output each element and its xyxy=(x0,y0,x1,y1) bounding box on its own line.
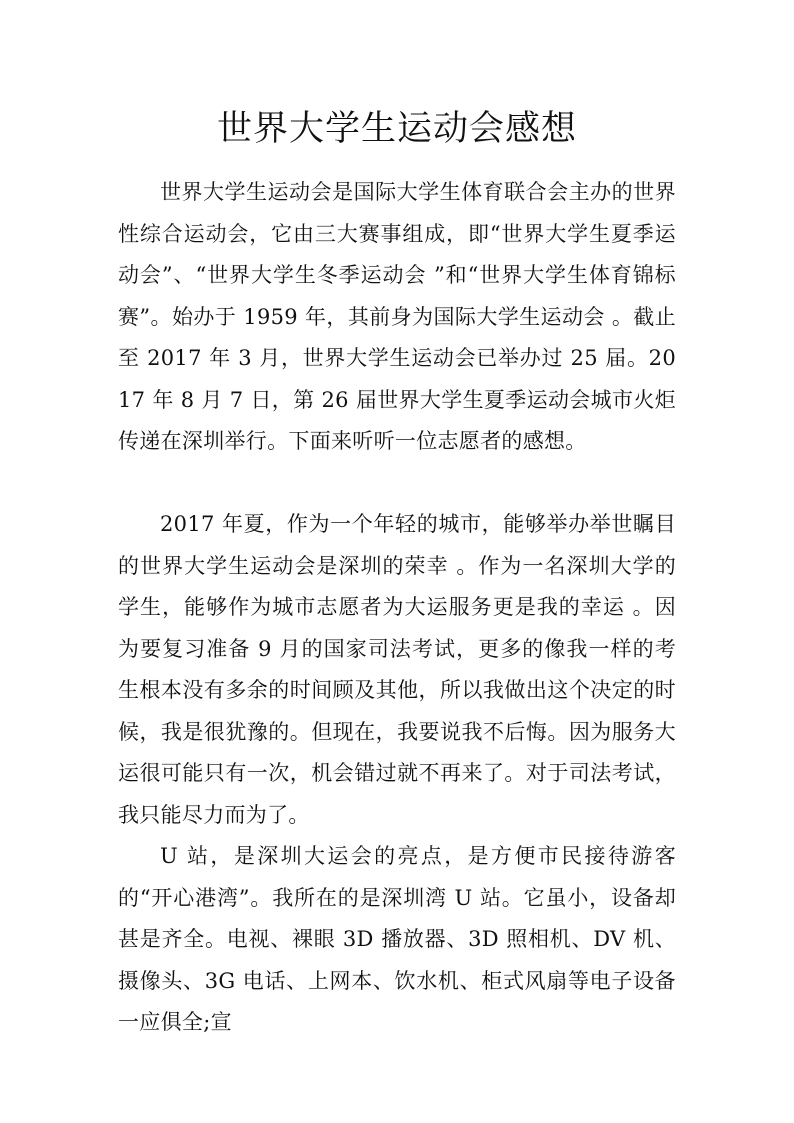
paragraph-u-station: U 站，是深圳大运会的亮点，是方便市民接待游客的“开心港湾”。我所在的是深圳湾 U 站。它虽小，设备却甚是齐全。电视、裸眼 3D 播放器、3D 照相机、DV 机、摄像头、3G 电话、上网本、饮水机、柜式风扇等电子设备一应俱全;宣 xyxy=(118,844,676,1034)
paragraph-intro: 世界大学生运动会是国际大学生体育联合会主办的世界性综合运动会，它由三大赛事组成，即“世界大学生夏季运动会”、“世界大学生冬季运动会 ”和“世界大学生体育锦标赛”。始办于 1959 年，其前身为国际大学生运动会 。截止至 2017 年 3 月，世界大学生运动会已举办过 25 届。2017 年 8 月 7 日，第 26 届世界大学生夏季运动会城市火炬传递在深圳举行。下面来听听一位志愿者的感想。 xyxy=(118,180,676,453)
document-title: 世界大学生运动会感想 xyxy=(216,109,577,149)
paragraph-volunteer: 2017 年夏，作为一个年轻的城市，能够举办举世瞩目的世界大学生运动会是深圳的荣幸 。作为一名深圳大学的学生，能够作为城市志愿者为大运服务更是我的幸运 。因为要复习准备 9 月的国家司法考试，更多的像我一样的考生根本没有多余的时间顾及其他，所以我做出这个决定的时候，我是很犹豫的。但现在，我要说我不后悔。因为服务大运很可能只有一次，机会错过就不再来了。对于司法考试，我只能尽力而为了。 xyxy=(118,512,676,827)
